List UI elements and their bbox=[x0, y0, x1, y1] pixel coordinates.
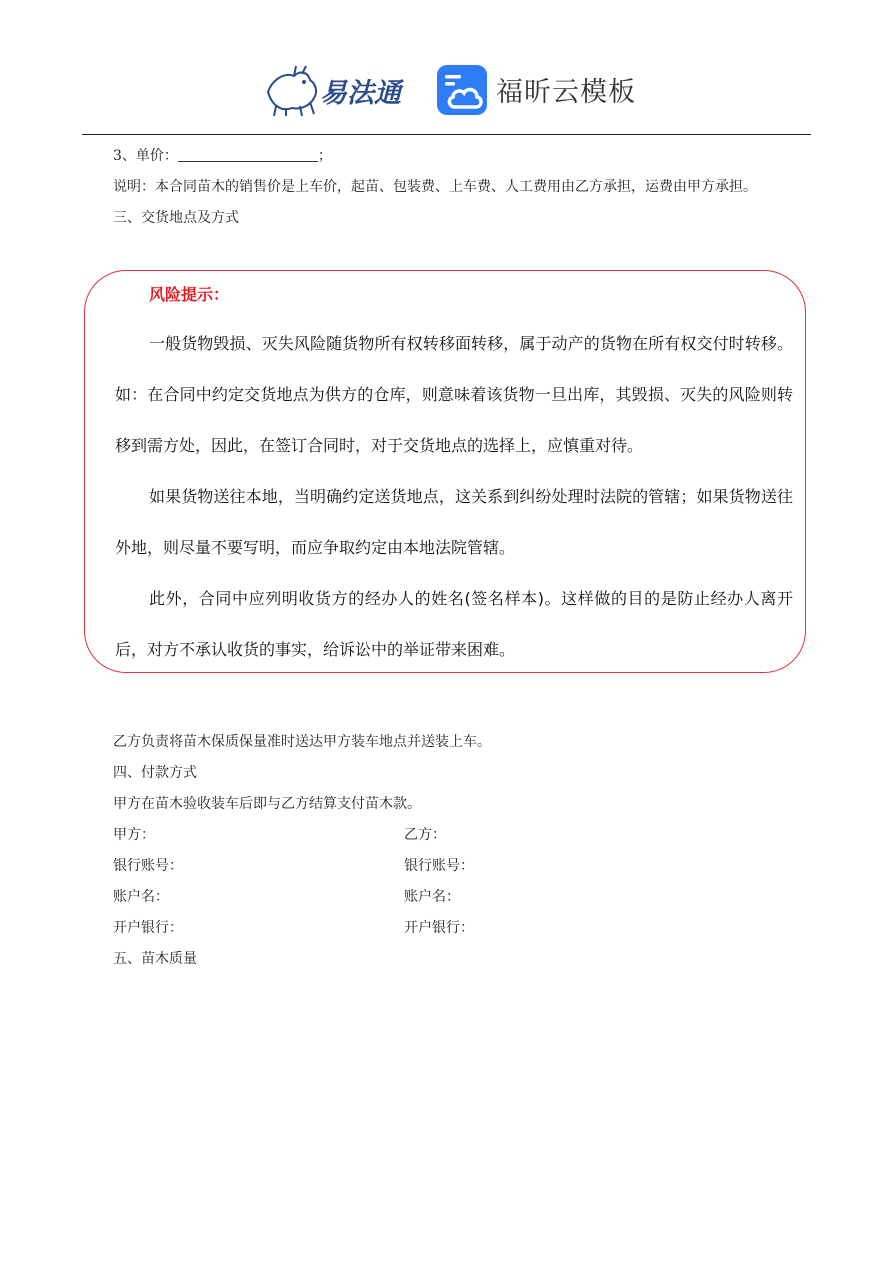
party-b-label: 乙方： bbox=[404, 827, 446, 843]
risk-paragraph: 一般货物毁损、灭失风险随货物所有权转移面转移，属于动产的货物在所有权交付时转移。如：在合同中约定交货地点为供方的仓库，则意味着该货物一旦出库，其毁损、灭失的风险则转移到需方处，因此，在签订合同时，对于交货地点的选择上，应慎重对待。 bbox=[115, 334, 793, 455]
fuxin-logo-text: 福昕云模板 bbox=[496, 77, 636, 108]
delivery-text: 乙方负责将苗木保质保量准时送达甲方装车地点并送装上车。 bbox=[113, 734, 491, 750]
party-b-account-name: 账户名： bbox=[404, 889, 460, 905]
header-divider bbox=[82, 134, 811, 135]
section-4-heading: 四、付款方式 bbox=[113, 765, 197, 781]
party-b-account-number: 银行账号： bbox=[404, 858, 474, 874]
party-b-bank: 开户银行： bbox=[404, 920, 474, 936]
risk-paragraph: 如果货物送往本地，当明确约定送货地点，这关系到纠纷处理时法院的管辖；如果货物送往外地，则尽量不要写明，而应争取约定由本地法院管辖。 bbox=[115, 487, 793, 557]
page-header bbox=[0, 56, 893, 126]
unit-price-suffix: ； bbox=[317, 148, 332, 164]
party-a-account-number: 银行账号： bbox=[113, 858, 183, 874]
unit-price-label: 3、单价： bbox=[113, 148, 178, 164]
risk-notice-title: 风险提示： bbox=[149, 285, 230, 304]
section-5-heading: 五、苗木质量 bbox=[113, 951, 197, 967]
party-a-bank: 开户银行： bbox=[113, 920, 183, 936]
yifatong-logo bbox=[262, 62, 412, 118]
price-note: 说明：本合同苗木的销售价是上车价，起苗、包装费、上车费、人工费用由乙方承担，运费由甲方承担。 bbox=[113, 179, 757, 195]
risk-paragraph: 此外，合同中应列明收货方的经办人的姓名(签名样本)。这样做的目的是防止经办人离开后，对方不承认收货的事实，给诉讼中的举证带来困难。 bbox=[115, 589, 793, 659]
section-3-heading: 三、交货地点及方式 bbox=[113, 210, 239, 226]
party-a-label: 甲方： bbox=[113, 827, 155, 843]
fuxin-cloud-icon bbox=[437, 65, 487, 115]
yifatong-logo-text: 易法通 bbox=[320, 78, 401, 109]
party-a-account-name: 账户名： bbox=[113, 889, 169, 905]
unit-price-blank bbox=[178, 147, 318, 162]
payment-text: 甲方在苗木验收装车后即与乙方结算支付苗木款。 bbox=[113, 796, 421, 812]
unit-price-line bbox=[113, 147, 332, 165]
risk-notice-body bbox=[115, 318, 793, 675]
